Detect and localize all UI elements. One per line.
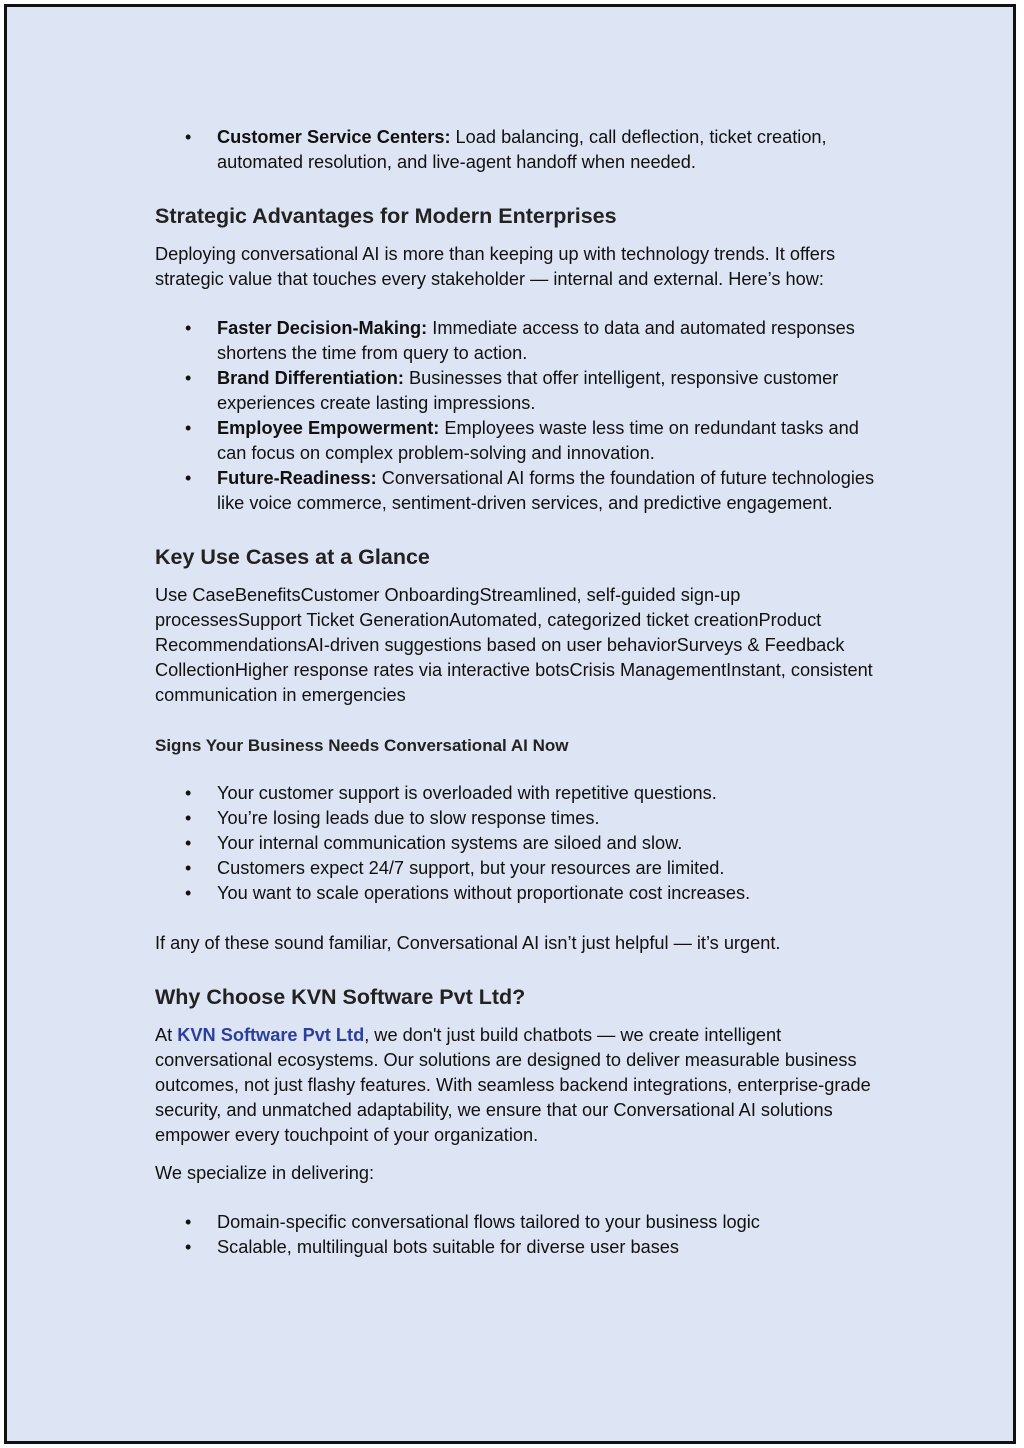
list-item: • You’re losing leads due to slow response times.: [155, 806, 885, 831]
list-item: • Your customer support is overloaded with repetitive questions.: [155, 781, 885, 806]
list-item-text: Conversational AI forms the foundation of future technologies like voice commerce, sentiment-driven services, and predictive engagement.: [217, 468, 875, 513]
list-item: • Scalable, multilingual bots suitable for diverse user bases: [155, 1235, 885, 1260]
section-lead: We specialize in delivering:: [155, 1163, 375, 1183]
signs-list: [155, 781, 885, 906]
para-prefix: At: [155, 1025, 178, 1045]
list-item-term: Employee Empowerment:: [217, 418, 440, 438]
list-item-text: Immediate access to data and automated responses shortens the time from query to action.: [217, 318, 855, 363]
section-heading-use-cases: Key Use Cases at a Glance: [155, 545, 430, 569]
section-heading-signs: Signs Your Business Needs Conversational AI Now: [155, 736, 569, 755]
document-page: [4, 4, 1016, 1444]
section-closing: If any of these sound familiar, Conversational AI isn’t just helpful — it’s urgent.: [155, 933, 781, 953]
document-content: [155, 125, 885, 1260]
list-item-text: Load balancing, call deflection, ticket creation, automated resolution, and live-agent handoff when needed.: [217, 127, 827, 172]
list-item: • You want to scale operations without proportionate cost increases.: [155, 881, 885, 906]
section-paragraph: Deploying conversational AI is more than keeping up with technology trends. It offers strategic value that touches every stakeholder — internal and external. Here’s how:: [155, 244, 836, 289]
company-link[interactable]: KVN Software Pvt Ltd: [177, 1025, 365, 1045]
list-item: [155, 366, 885, 416]
list-item: [155, 125, 885, 175]
para-text: , we don't just build chatbots — we create intelligent conversational ecosystems. Our solutions are designed to deliver measurable business outcomes, not just flashy features. With seamless backend integrations, enterprise-grade security, and unmatched adaptability, we ensure that our Conversational AI solutions empower every touchpoint of your organization.: [155, 1025, 871, 1145]
list-item: [155, 466, 885, 516]
section-heading-strategic: Strategic Advantages for Modern Enterprises: [155, 204, 617, 228]
list-item-term: Future-Readiness:: [217, 468, 377, 488]
list-item-term: Faster Decision-Making:: [217, 318, 428, 338]
list-item-text: Businesses that offer intelligent, responsive customer experiences create lasting impressions.: [217, 368, 839, 413]
section-paragraph: [155, 1023, 885, 1148]
intro-bullet-list: [155, 125, 885, 175]
list-item: [155, 416, 885, 466]
section-heading-why-choose: Why Choose KVN Software Pvt Ltd?: [155, 985, 526, 1009]
list-item: • Domain-specific conversational flows tailored to your business logic: [155, 1210, 885, 1235]
advantages-list: [155, 316, 885, 516]
list-item: • Your internal communication systems are siloed and slow.: [155, 831, 885, 856]
list-item-text: Employees waste less time on redundant tasks and can focus on complex problem-solving and innovation.: [217, 418, 859, 463]
list-item: • Customers expect 24/7 support, but your resources are limited.: [155, 856, 885, 881]
specialties-list: [155, 1210, 885, 1260]
section-paragraph: Use CaseBenefitsCustomer OnboardingStreamlined, self-guided sign-up processesSupport Ticket GenerationAutomated, categorized ticket creationProduct RecommendationsAI-driven suggestions based on user behaviorSurveys & Feedback CollectionHigher response rates via interactive botsCrisis ManagementInstant, consistent communication in emergencies: [155, 585, 873, 705]
list-item: [155, 316, 885, 366]
list-item-term: Brand Differentiation:: [217, 368, 404, 388]
list-item-term: Customer Service Centers:: [217, 127, 451, 147]
